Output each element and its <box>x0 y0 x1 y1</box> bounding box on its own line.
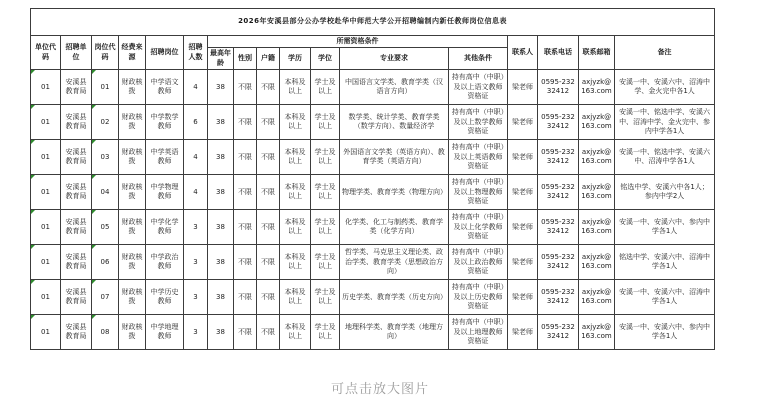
cell-phone: 0595-23232412 <box>538 70 579 105</box>
cell-post: 中学化学教师 <box>146 210 184 245</box>
table-row <box>31 315 715 350</box>
cell-email: axjyzk@163.com <box>579 70 615 105</box>
cell-unit: 安溪县教育局 <box>61 280 92 315</box>
cell-email: axjyzk@163.com <box>579 245 615 280</box>
cell-major: 物理学类、教育学类（物理方向） <box>340 175 449 210</box>
cell-degree: 学士及以上 <box>311 315 340 350</box>
cell-phone: 0595-23232412 <box>538 245 579 280</box>
cell-phone: 0595-23232412 <box>538 315 579 350</box>
cell-unit-code: 01 <box>31 315 61 350</box>
cell-gender: 不限 <box>234 105 257 140</box>
cell-unit-code: 01 <box>31 210 61 245</box>
header-unit-code: 单位代码 <box>31 36 61 70</box>
cell-post: 中学历史教师 <box>146 280 184 315</box>
cell-residence: 不限 <box>257 280 280 315</box>
cell-note: 安溪一中、安溪六中、沼涛中学各1人 <box>615 280 715 315</box>
cell-post-code: 06 <box>92 245 119 280</box>
header-recruit-count: 招聘人数 <box>184 36 208 70</box>
cell-degree: 学士及以上 <box>311 70 340 105</box>
cell-post-code: 03 <box>92 140 119 175</box>
cell-email: axjyzk@163.com <box>579 140 615 175</box>
cell-other: 持有高中（中职）及以上数学教师资格证 <box>449 105 508 140</box>
table-body <box>31 70 715 350</box>
cell-fund: 财政核拨 <box>119 175 146 210</box>
cell-other: 持有高中（中职）及以上英语教师资格证 <box>449 140 508 175</box>
cell-post-code: 05 <box>92 210 119 245</box>
cell-education: 本科及以上 <box>280 210 311 245</box>
cell-count: 3 <box>184 315 208 350</box>
table-row <box>31 280 715 315</box>
table-title: 2026年安溪县部分公办学校赴华中师范大学公开招聘编制内新任教师岗位信息表 <box>31 9 715 36</box>
cell-gender: 不限 <box>234 245 257 280</box>
cell-email: axjyzk@163.com <box>579 315 615 350</box>
header-qualification-group: 所需资格条件 <box>208 36 508 48</box>
cell-count: 3 <box>184 210 208 245</box>
cell-age: 38 <box>208 175 234 210</box>
cell-degree: 学士及以上 <box>311 140 340 175</box>
cell-contact: 梁老师 <box>508 245 538 280</box>
cell-unit: 安溪县教育局 <box>61 210 92 245</box>
cell-major: 哲学类、马克思主义理论类、政治学类、教育学类（思想政治方向） <box>340 245 449 280</box>
cell-unit-code: 01 <box>31 140 61 175</box>
cell-post: 中学政治教师 <box>146 245 184 280</box>
cell-residence: 不限 <box>257 210 280 245</box>
cell-note: 安溪一中、安溪六中、沼涛中学、金火完中各1人 <box>615 70 715 105</box>
cell-age: 38 <box>208 70 234 105</box>
cell-gender: 不限 <box>234 210 257 245</box>
cell-contact: 梁老师 <box>508 105 538 140</box>
cell-major: 地理科学类、教育学类（地理方向） <box>340 315 449 350</box>
cell-post-code: 08 <box>92 315 119 350</box>
cell-phone: 0595-23232412 <box>538 105 579 140</box>
cell-major: 中国语言文学类、教育学类（汉语言方向） <box>340 70 449 105</box>
cell-education: 本科及以上 <box>280 140 311 175</box>
cell-phone: 0595-23232412 <box>538 140 579 175</box>
cell-post-code: 04 <box>92 175 119 210</box>
table-row <box>31 210 715 245</box>
header-recruit-unit: 招聘单位 <box>61 36 92 70</box>
cell-post-code: 01 <box>92 70 119 105</box>
cell-unit: 安溪县教育局 <box>61 140 92 175</box>
cell-gender: 不限 <box>234 140 257 175</box>
table-header <box>31 9 715 70</box>
cell-education: 本科及以上 <box>280 315 311 350</box>
header-recruit-post: 招聘岗位 <box>146 36 184 70</box>
cell-post: 中学数学教师 <box>146 105 184 140</box>
header-post-code: 岗位代码 <box>92 36 119 70</box>
cell-email: axjyzk@163.com <box>579 280 615 315</box>
cell-note: 安溪一中、铭选中学、安溪六中、沼涛中学各1人 <box>615 140 715 175</box>
cell-contact: 梁老师 <box>508 315 538 350</box>
cell-unit-code: 01 <box>31 280 61 315</box>
cell-gender: 不限 <box>234 280 257 315</box>
table-row <box>31 175 715 210</box>
cell-unit: 安溪县教育局 <box>61 245 92 280</box>
cell-degree: 学士及以上 <box>311 105 340 140</box>
cell-gender: 不限 <box>234 70 257 105</box>
cell-contact: 梁老师 <box>508 70 538 105</box>
cell-other: 持有高中（中职）及以上语文教师资格证 <box>449 70 508 105</box>
cell-age: 38 <box>208 245 234 280</box>
header-education: 学历 <box>280 48 311 70</box>
cell-major: 化学类、化工与制药类、教育学类（化学方向） <box>340 210 449 245</box>
position-table-image[interactable] <box>30 8 716 350</box>
cell-count: 4 <box>184 70 208 105</box>
header-contact: 联系人 <box>508 36 538 70</box>
table-row <box>31 245 715 280</box>
cell-count: 3 <box>184 245 208 280</box>
cell-gender: 不限 <box>234 175 257 210</box>
cell-count: 6 <box>184 105 208 140</box>
cell-residence: 不限 <box>257 140 280 175</box>
cell-unit-code: 01 <box>31 175 61 210</box>
cell-post-code: 07 <box>92 280 119 315</box>
cell-fund: 财政核拨 <box>119 105 146 140</box>
cell-other: 持有高中（中职）及以上历史教师资格证 <box>449 280 508 315</box>
cell-gender: 不限 <box>234 315 257 350</box>
header-major: 专业要求 <box>340 48 449 70</box>
cell-residence: 不限 <box>257 105 280 140</box>
cell-phone: 0595-23232412 <box>538 280 579 315</box>
cell-note: 安溪一中、铭选中学、安溪六中、沼涛中学、金火完中、参内中学各1人 <box>615 105 715 140</box>
cell-contact: 梁老师 <box>508 175 538 210</box>
cell-fund: 财政核拨 <box>119 315 146 350</box>
cell-residence: 不限 <box>257 315 280 350</box>
header-note: 备注 <box>615 36 715 70</box>
zoom-hint-text: 可点击放大图片 <box>330 382 429 397</box>
table-row <box>31 105 715 140</box>
cell-phone: 0595-23232412 <box>538 175 579 210</box>
table-row <box>31 140 715 175</box>
cell-fund: 财政核拨 <box>119 70 146 105</box>
cell-education: 本科及以上 <box>280 175 311 210</box>
cell-residence: 不限 <box>257 245 280 280</box>
cell-education: 本科及以上 <box>280 70 311 105</box>
cell-residence: 不限 <box>257 175 280 210</box>
cell-education: 本科及以上 <box>280 245 311 280</box>
cell-age: 38 <box>208 210 234 245</box>
cell-contact: 梁老师 <box>508 140 538 175</box>
cell-contact: 梁老师 <box>508 210 538 245</box>
cell-education: 本科及以上 <box>280 280 311 315</box>
header-other: 其他条件 <box>449 48 508 70</box>
header-fund-source: 经费来源 <box>119 36 146 70</box>
header-phone: 联系电话 <box>538 36 579 70</box>
cell-unit-code: 01 <box>31 105 61 140</box>
cell-degree: 学士及以上 <box>311 175 340 210</box>
cell-residence: 不限 <box>257 70 280 105</box>
cell-contact: 梁老师 <box>508 280 538 315</box>
cell-age: 38 <box>208 315 234 350</box>
cell-major: 外国语言文学类（英语方向）、教育学类（英语方向） <box>340 140 449 175</box>
cell-post-code: 02 <box>92 105 119 140</box>
cell-degree: 学士及以上 <box>311 280 340 315</box>
header-degree: 学位 <box>311 48 340 70</box>
cell-unit-code: 01 <box>31 70 61 105</box>
cell-unit: 安溪县教育局 <box>61 175 92 210</box>
cell-count: 3 <box>184 280 208 315</box>
cell-fund: 财政核拨 <box>119 245 146 280</box>
cell-unit-code: 01 <box>31 245 61 280</box>
cell-post: 中学英语教师 <box>146 140 184 175</box>
cell-age: 38 <box>208 105 234 140</box>
cell-other: 持有高中（中职）及以上政治教师资格证 <box>449 245 508 280</box>
cell-major: 数学类、统计学类、教育学类（数学方向）、数量经济学 <box>340 105 449 140</box>
cell-other: 持有高中（中职）及以上化学教师资格证 <box>449 210 508 245</box>
cell-other: 持有高中（中职）及以上物理教师资格证 <box>449 175 508 210</box>
cell-post: 中学物理教师 <box>146 175 184 210</box>
cell-note: 安溪一中、安溪六中、参内中学各1人 <box>615 315 715 350</box>
cell-degree: 学士及以上 <box>311 245 340 280</box>
cell-degree: 学士及以上 <box>311 210 340 245</box>
header-residence: 户籍 <box>257 48 280 70</box>
cell-post: 中学语文教师 <box>146 70 184 105</box>
cell-note: 铭选中学、安溪六中、沼涛中学各1人 <box>615 245 715 280</box>
cell-email: axjyzk@163.com <box>579 105 615 140</box>
cell-education: 本科及以上 <box>280 105 311 140</box>
cell-fund: 财政核拨 <box>119 280 146 315</box>
table-row <box>31 70 715 105</box>
cell-note: 铭选中学、安溪六中各1人；参内中学2人 <box>615 175 715 210</box>
header-email: 联系邮箱 <box>579 36 615 70</box>
cell-fund: 财政核拨 <box>119 210 146 245</box>
cell-other: 持有高中（中职）及以上地理教师资格证 <box>449 315 508 350</box>
cell-age: 38 <box>208 280 234 315</box>
cell-major: 历史学类、教育学类（历史方向） <box>340 280 449 315</box>
cell-email: axjyzk@163.com <box>579 210 615 245</box>
cell-unit: 安溪县教育局 <box>61 315 92 350</box>
cell-count: 4 <box>184 140 208 175</box>
cell-unit: 安溪县教育局 <box>61 70 92 105</box>
cell-count: 4 <box>184 175 208 210</box>
cell-note: 安溪一中、安溪六中、参内中学各1人 <box>615 210 715 245</box>
cell-age: 38 <box>208 140 234 175</box>
cell-unit: 安溪县教育局 <box>61 105 92 140</box>
cell-phone: 0595-23232412 <box>538 210 579 245</box>
cell-email: axjyzk@163.com <box>579 175 615 210</box>
header-gender: 性别 <box>234 48 257 70</box>
cell-fund: 财政核拨 <box>119 140 146 175</box>
cell-post: 中学地理教师 <box>146 315 184 350</box>
job-position-table <box>30 8 715 350</box>
header-max-age: 最高年龄 <box>208 48 234 70</box>
